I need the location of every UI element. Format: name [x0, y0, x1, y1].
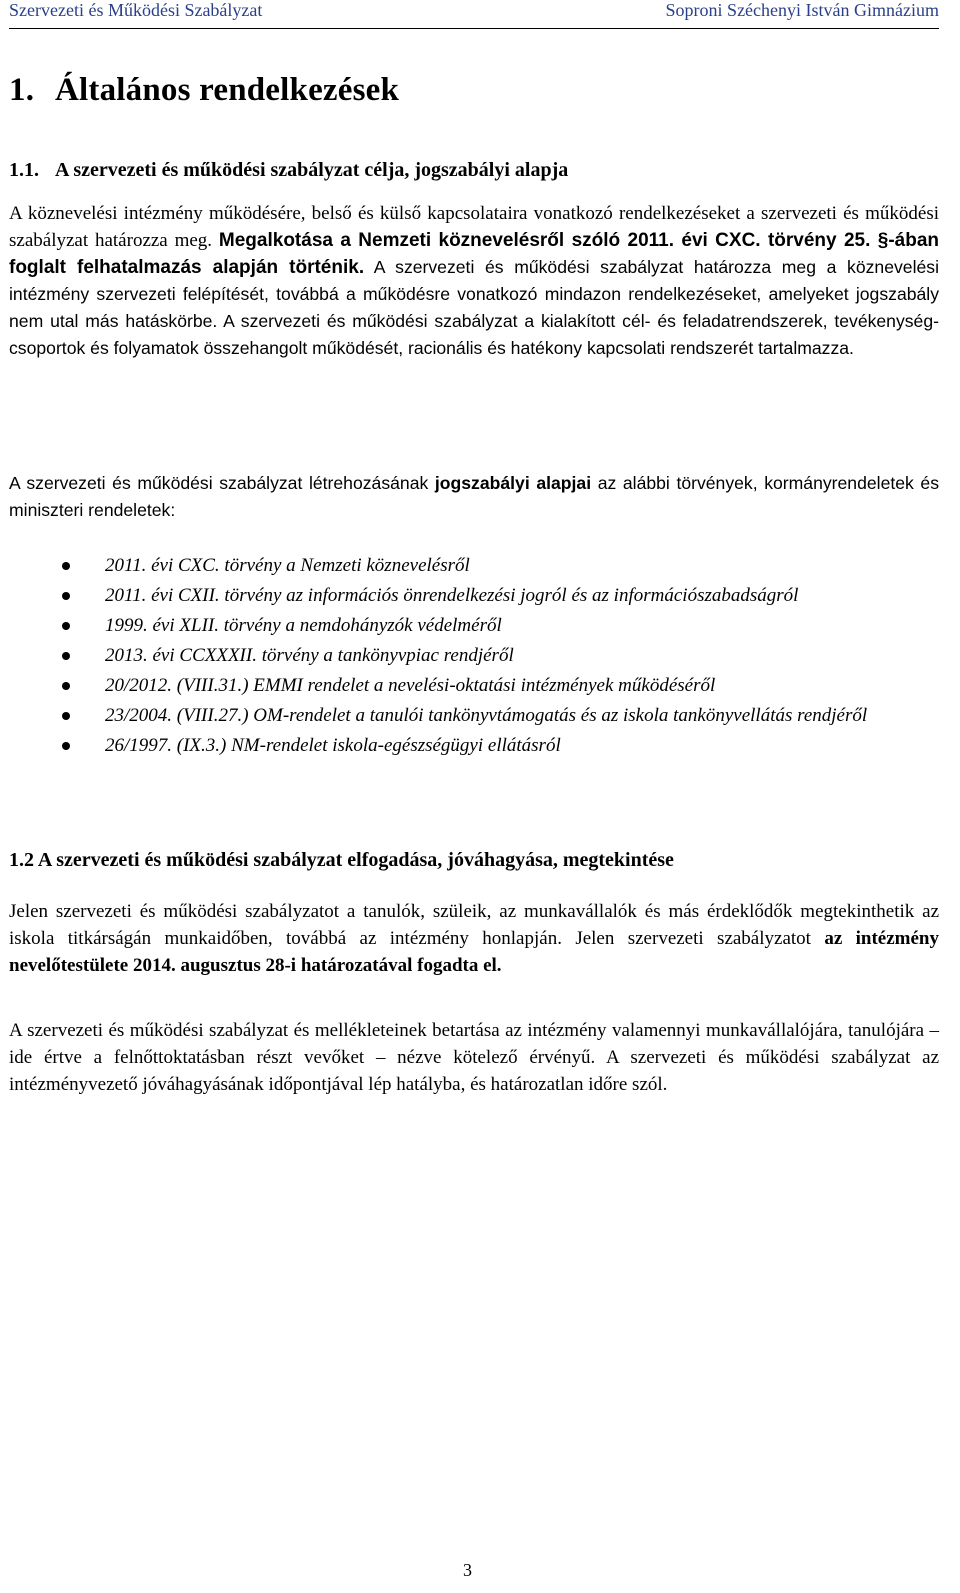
paragraph-legal-basis	[9, 470, 939, 524]
paragraph-availability-part1: Jelen szervezeti és működési szabályzatot a tanulók, szüleik, az munkavállalók és más érdeklődők megtekinthetik az iskola titkárságán munkaidőben, továbbá az intézmény honlapján. Jelen szervezeti szabályzatot	[9, 901, 939, 949]
section-1-number: 1.	[9, 72, 35, 108]
header-left-title: Szervezeti és Működési Szabályzat	[9, 0, 263, 20]
list-item	[0, 582, 930, 609]
section-1-1-number: 1.1.	[9, 159, 39, 181]
list-item	[0, 612, 930, 639]
paragraph-purpose	[9, 200, 939, 362]
section-1-title: Általános rendelkezések	[55, 72, 400, 108]
law-text: 20/2012. (VIII.31.) EMMI rendelet a nevelési-oktatási intézmények működéséről	[105, 675, 716, 696]
header-right-school: Soproni Széchenyi István Gimnázium	[665, 0, 939, 20]
law-text: 2013. évi CCXXXII. törvény a tankönyvpiac rendjéről	[105, 645, 514, 666]
list-item	[0, 702, 930, 729]
bullet-icon	[62, 562, 70, 570]
list-item	[0, 642, 930, 669]
section-1-1-title: A szervezeti és működési szabályzat célja, jogszabályi alapja	[55, 159, 569, 181]
paragraph-validity-text: A szervezeti és működési szabályzat és mellékleteinek betartása az intézmény valamennyi munkavállalójára, tanulójára – ide értve a felnőttoktatásban részt vevőket – nézve kötelező érvényű. A szervezeti és működési szabályzat az intézményvezető jóváhagyásának időpontjával lép hatályba, és határozatlan időre szól.	[9, 1020, 939, 1095]
bullet-icon	[62, 712, 70, 720]
law-text: 2011. évi CXII. törvény az információs önrendelkezési jogról és az információszabadságról	[105, 585, 799, 606]
section-1-heading	[9, 72, 399, 109]
paragraph-legal-basis-part2: az alábbi törvények, kormányrendeletek és miniszteri rendeletek:	[9, 473, 940, 520]
list-item	[0, 732, 930, 759]
law-text: 23/2004. (VIII.27.) OM-rendelet a tanulói tankönyvtámogatás és az iskola tankönyvellátás rendjéről	[105, 705, 868, 726]
law-text: 26/1997. (IX.3.) NM-rendelet iskola-egészségügyi ellátásról	[105, 735, 561, 756]
paragraph-legal-basis-part1: A szervezeti és működési szabályzat létrehozásának	[9, 473, 435, 493]
paragraph-validity	[9, 1017, 939, 1098]
paragraph-purpose-part1: A köznevelési intézmény működésére, belső és külső kapcsolataira vonatkozó rendelkezéseket a szervezeti és működési szabályzat határozza meg.	[9, 203, 939, 251]
section-1-2-heading	[9, 849, 674, 872]
page-number: 3	[463, 1560, 472, 1580]
section-1-2-title: A szervezeti és működési szabályzat elfogadása, jóváhagyása, megtekintése	[37, 849, 674, 871]
bullet-icon	[62, 592, 70, 600]
paragraph-purpose-bold: Megalkotása a Nemzeti köznevelésről szóló 2011. évi CXC. törvény 25. §-ában foglalt felhatalmazás alapján történik.	[9, 230, 939, 278]
paragraph-purpose-part2: A szervezeti és működési szabályzat határozza meg a köznevelési intézmény szervezeti felépítését, továbbá a működésre vonatkozó mindazon rendelkezéseket, amelyeket jogszabály nem utal más hatáskörbe. A szervezeti és működési szabályzat a kialakított cél- és feladatrendszerek, tevékenység-csoportok és folyamatok összehangolt működését, racionális és hatékony kapcsolati rendszerét tartalmazza.	[9, 257, 939, 358]
law-text: 1999. évi XLII. törvény a nemdohányzók védelméről	[105, 615, 502, 636]
bullet-icon	[62, 622, 70, 630]
bullet-icon	[62, 682, 70, 690]
list-item	[0, 672, 930, 699]
page-header	[9, 0, 939, 29]
law-text: 2011. évi CXC. törvény a Nemzeti köznevelésről	[105, 555, 470, 576]
bullet-icon	[62, 652, 70, 660]
laws-list	[0, 552, 930, 762]
list-item	[0, 552, 930, 579]
section-1-2-number: 1.2	[9, 849, 34, 871]
bullet-icon	[62, 742, 70, 750]
paragraph-legal-basis-bold: jogszabályi alapjai	[434, 473, 592, 493]
paragraph-availability-bold: az intézmény nevelőtestülete 2014. augusztus 28-i határozatával fogadta el.	[9, 928, 939, 976]
section-1-1-heading	[9, 159, 568, 182]
paragraph-availability	[9, 898, 939, 979]
